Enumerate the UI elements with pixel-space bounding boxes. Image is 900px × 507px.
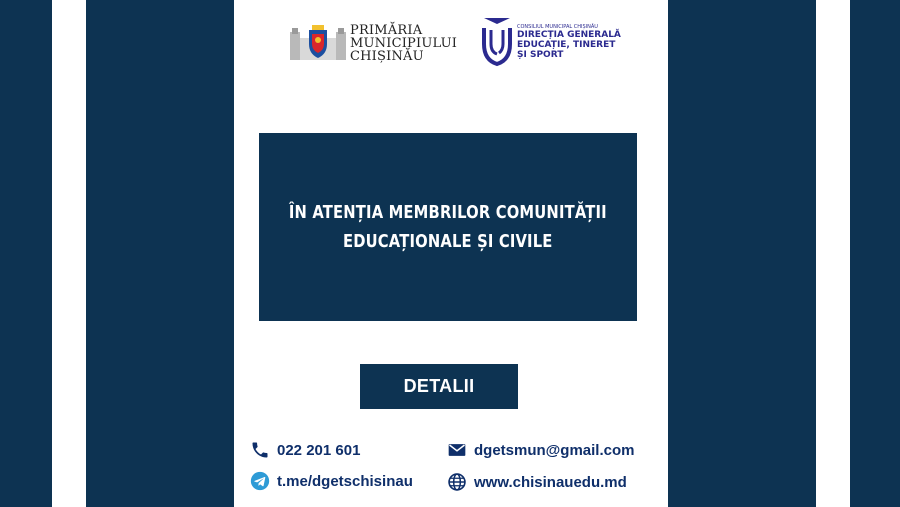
telegram-icon — [250, 471, 270, 491]
details-button[interactable]: DETALII — [360, 364, 518, 409]
dgets-line-1: DIRECȚIA GENERALĂ — [517, 30, 621, 40]
left-edge-stripe — [0, 0, 52, 507]
announcement-line-2: EDUCAȚIONALE ȘI CIVILE — [343, 231, 553, 252]
primaria-name — [350, 24, 457, 63]
mail-icon — [447, 440, 467, 460]
contact-telegram[interactable] — [250, 470, 413, 492]
globe-icon — [447, 472, 467, 492]
telegram-text: t.me/dgetschisinau — [277, 472, 413, 490]
dgets-top-line: CONSILIUL MUNICIPAL CHIȘINĂU — [517, 24, 598, 30]
primaria-line-2: MUNICIPIULUI — [350, 36, 458, 51]
contact-website[interactable] — [447, 471, 627, 493]
phone-text: 022 201 601 — [277, 441, 361, 459]
primaria-line-3: CHIȘINĂU — [350, 49, 424, 64]
right-edge-stripe — [850, 0, 900, 507]
dgets-line-3: ȘI SPORT — [517, 50, 564, 60]
email-text: dgetsmun@gmail.com — [474, 441, 635, 459]
dgets-name — [517, 24, 621, 60]
dgets-line-2: EDUCAȚIE, TINERET — [517, 40, 616, 50]
phone-icon — [250, 440, 270, 460]
contact-phone[interactable] — [250, 439, 360, 461]
left-wide-stripe — [86, 0, 234, 507]
announcement-line-1: ÎN ATENȚIA MEMBRILOR COMUNITĂȚII — [289, 202, 607, 223]
dgets-logo — [480, 16, 640, 72]
primaria-line-1: PRIMĂRIA — [350, 23, 423, 38]
chisinau-crest-icon — [290, 22, 346, 62]
dgets-monogram-icon — [480, 16, 514, 68]
website-text: www.chisinauedu.md — [474, 473, 627, 491]
primaria-logo — [290, 20, 470, 66]
contact-email[interactable] — [447, 439, 634, 461]
announcement-box — [259, 133, 637, 321]
right-wide-stripe — [668, 0, 816, 507]
